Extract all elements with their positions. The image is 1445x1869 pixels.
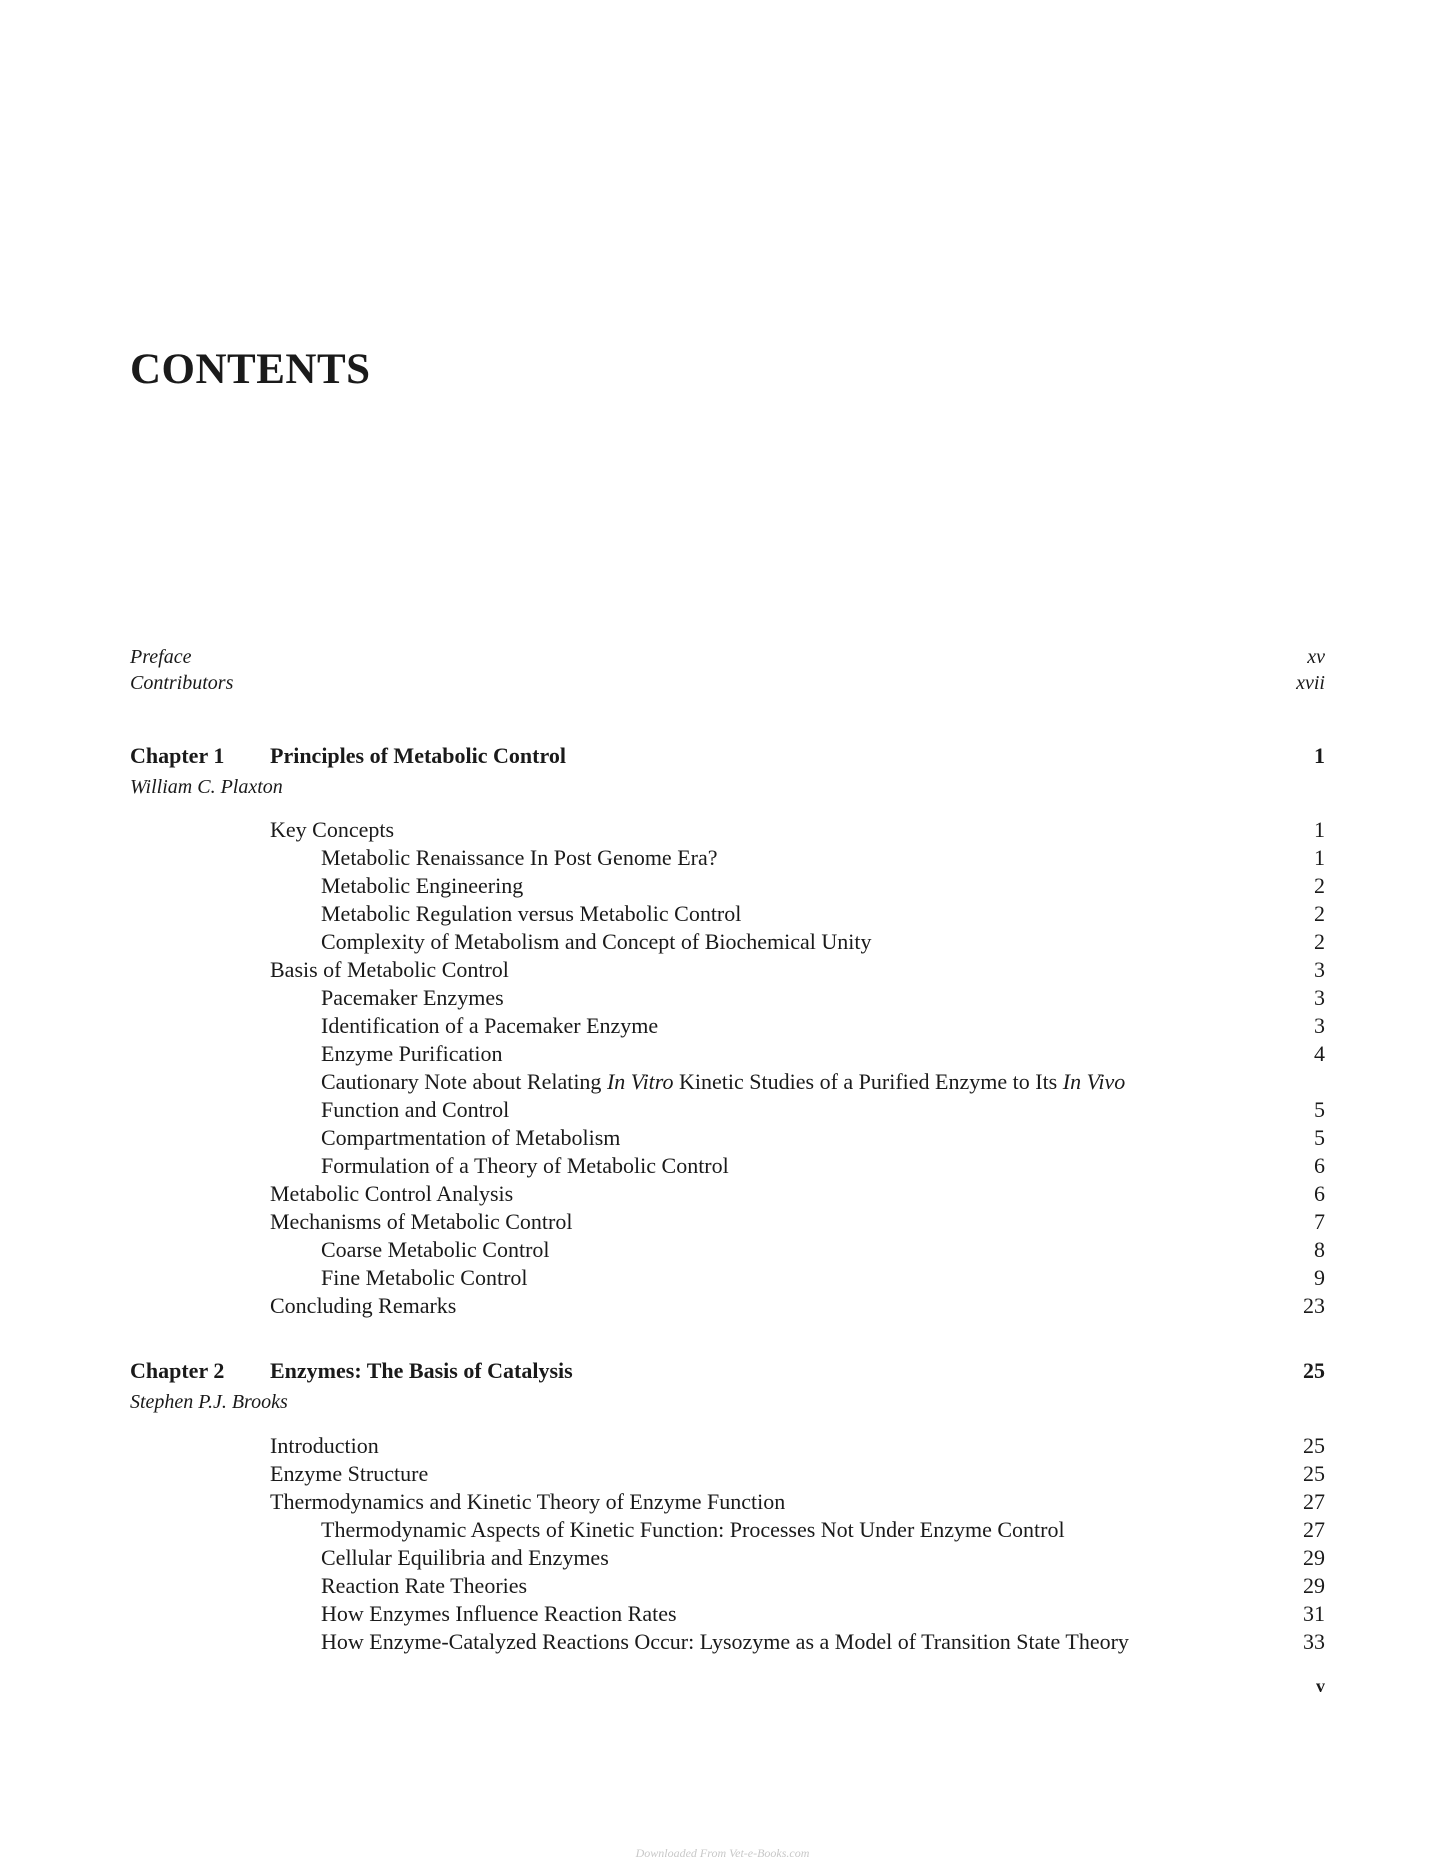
toc-entry-page: 2: [1314, 929, 1325, 954]
chapter-heading-2[interactable]: [130, 1357, 1325, 1385]
toc-entry-label: Metabolic Engineering: [321, 873, 524, 898]
toc-entry-contributors[interactable]: [130, 669, 1325, 697]
toc-entry[interactable]: [130, 1628, 1325, 1656]
label-text: Kinetic Studies of a Purified Enzyme to Its: [673, 1069, 1063, 1094]
toc-entry[interactable]: [130, 1432, 1325, 1460]
toc-entry-label: Introduction: [270, 1433, 379, 1458]
toc-entry[interactable]: [130, 1236, 1325, 1264]
toc-entry[interactable]: [130, 1096, 1325, 1124]
download-watermark: Downloaded From Vet-e-Books.com: [635, 1846, 810, 1860]
toc-entry-page: 4: [1314, 1041, 1325, 1066]
toc-entry-label: Basis of Metabolic Control: [270, 957, 509, 982]
toc-entry-page: 29: [1303, 1573, 1325, 1598]
toc-entry-page: 31: [1303, 1601, 1325, 1626]
toc-entry[interactable]: [130, 1516, 1325, 1544]
toc-entry-page: 3: [1314, 985, 1325, 1010]
toc-entry-label: Reaction Rate Theories: [321, 1573, 528, 1598]
toc-entry-page: 7: [1314, 1209, 1325, 1234]
toc-entry[interactable]: [130, 1040, 1325, 1068]
toc-entry-label: Contributors: [130, 672, 234, 694]
page-folio: v: [1316, 1676, 1325, 1696]
toc-entry[interactable]: [130, 984, 1325, 1012]
toc-entry[interactable]: [130, 1180, 1325, 1208]
toc-entry-page: 6: [1314, 1153, 1325, 1178]
toc-entry-label: Thermodynamics and Kinetic Theory of Enzyme Function: [270, 1489, 786, 1514]
toc-entry[interactable]: [130, 1068, 1325, 1096]
toc-entry-label: Thermodynamic Aspects of Kinetic Function: Processes Not Under Enzyme Control: [321, 1517, 1065, 1542]
toc-entry[interactable]: [130, 928, 1325, 956]
page-title: CONTENTS: [130, 346, 371, 393]
toc-entry-label: Identification of a Pacemaker Enzyme: [321, 1013, 659, 1038]
toc-entry[interactable]: [130, 900, 1325, 928]
toc-entry-page: 6: [1314, 1181, 1325, 1206]
toc-entry-label: Compartmentation of Metabolism: [321, 1125, 621, 1150]
toc-entry[interactable]: [130, 1572, 1325, 1600]
toc-entry-page: 25: [1303, 1461, 1325, 1486]
toc-entry-page: 3: [1314, 957, 1325, 982]
toc-entry-page: 2: [1314, 901, 1325, 926]
toc-entry-label: Enzyme Purification: [321, 1041, 503, 1066]
toc-entry-label: How Enzymes Influence Reaction Rates: [321, 1601, 677, 1626]
toc-entry[interactable]: [130, 1152, 1325, 1180]
chapter-page: 1: [1314, 743, 1325, 768]
toc-entry[interactable]: [130, 1124, 1325, 1152]
toc-entry-page: 27: [1303, 1489, 1325, 1514]
toc-entry-page: 9: [1314, 1265, 1325, 1290]
chapter-number: Chapter 1: [130, 743, 225, 768]
toc-entry-page: 1: [1314, 817, 1325, 842]
toc-entry-label: Enzyme Structure: [270, 1461, 429, 1486]
toc-entry-label: How Enzyme-Catalyzed Reactions Occur: Lysozyme as a Model of Transition State Theory: [321, 1629, 1129, 1654]
toc-entry-label: Formulation of a Theory of Metabolic Control: [321, 1153, 729, 1178]
chapter-number: Chapter 2: [130, 1358, 225, 1383]
toc-entry-label: [321, 1068, 1125, 1096]
toc-entry[interactable]: [130, 1292, 1325, 1320]
toc-entry-label: Metabolic Renaissance In Post Genome Era?: [321, 845, 718, 870]
toc-entry[interactable]: [130, 844, 1325, 872]
toc-entry-label: Complexity of Metabolism and Concept of Biochemical Unity: [321, 929, 872, 954]
toc-entry-label: Fine Metabolic Control: [321, 1265, 528, 1290]
label-emphasis: In Vivo: [1062, 1069, 1126, 1094]
toc-entry-label: Function and Control: [321, 1097, 510, 1122]
chapter-author: Stephen P.J. Brooks: [130, 1391, 288, 1413]
toc-entry[interactable]: [130, 1208, 1325, 1236]
toc-entry-page: xvii: [1296, 672, 1325, 694]
toc-entry-label: Metabolic Control Analysis: [270, 1181, 514, 1206]
chapter-heading-1[interactable]: [130, 742, 1325, 770]
chapter-title: Enzymes: The Basis of Catalysis: [270, 1358, 573, 1383]
toc-entry-page: 29: [1303, 1545, 1325, 1570]
chapter-title: Principles of Metabolic Control: [270, 743, 566, 768]
toc-entry[interactable]: [130, 1488, 1325, 1516]
toc-entry[interactable]: [130, 1544, 1325, 1572]
toc-entry[interactable]: [130, 872, 1325, 900]
toc-entry-label: Coarse Metabolic Control: [321, 1237, 550, 1262]
toc-entry-label: Pacemaker Enzymes: [321, 985, 504, 1010]
toc-entry-label: Cellular Equilibria and Enzymes: [321, 1545, 609, 1570]
toc-entry-preface[interactable]: [130, 643, 1325, 671]
toc-entry-page: 5: [1314, 1125, 1325, 1150]
toc-entry-label: Preface: [130, 646, 192, 668]
toc-entry[interactable]: [130, 956, 1325, 984]
chapter-author: William C. Plaxton: [130, 776, 283, 798]
toc-entry-page: 5: [1314, 1097, 1325, 1122]
toc-entry[interactable]: [130, 1460, 1325, 1488]
toc-entry-page: 25: [1303, 1433, 1325, 1458]
toc-entry[interactable]: [130, 1012, 1325, 1040]
toc-entry-label: Metabolic Regulation versus Metabolic Control: [321, 901, 742, 926]
toc-entry[interactable]: [130, 1600, 1325, 1628]
toc-entry-page: 23: [1303, 1293, 1325, 1318]
toc-entry[interactable]: [130, 1264, 1325, 1292]
toc-entry-page: 33: [1303, 1629, 1325, 1654]
toc-entry-page: 27: [1303, 1517, 1325, 1542]
label-text: Cautionary Note about Relating: [321, 1069, 607, 1094]
toc-entry-page: 3: [1314, 1013, 1325, 1038]
label-emphasis: In Vitro: [606, 1069, 674, 1094]
toc-entry-page: 8: [1314, 1237, 1325, 1262]
toc-entry-label: Key Concepts: [270, 817, 395, 842]
toc-entry-label: Mechanisms of Metabolic Control: [270, 1209, 573, 1234]
toc-entry-label: Concluding Remarks: [270, 1293, 457, 1318]
chapter-page: 25: [1303, 1358, 1325, 1383]
toc-entry[interactable]: [130, 816, 1325, 844]
toc-entry-page: xv: [1307, 646, 1325, 668]
toc-entry-page: 2: [1314, 873, 1325, 898]
toc-entry-page: 1: [1314, 845, 1325, 870]
